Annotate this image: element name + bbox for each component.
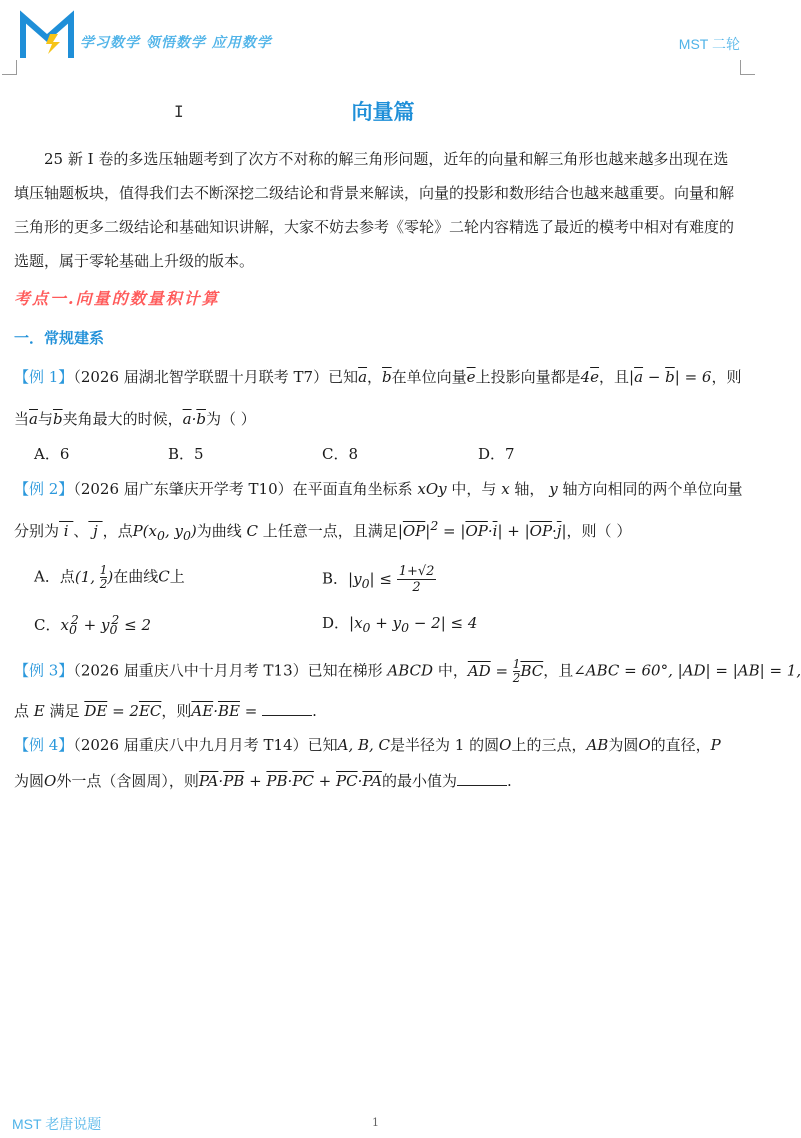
mst-logo xyxy=(20,14,74,60)
example-4-tag: 【例 4】 xyxy=(14,736,74,754)
example-1-option-c: C．8 xyxy=(322,445,359,463)
margin-corner-tl xyxy=(2,60,17,75)
example-4-line-1: 【例 4】（2026 届重庆八中九月月考 T14）已知A, B, C是半径为 1 的圆O上的三点，AB为圆O的直径，P xyxy=(14,736,721,754)
page-number: 1 xyxy=(372,1116,379,1129)
example-2-option-d: D．$|x_0 + y_0 - 2| \le 4$ xyxy=(322,614,478,635)
example-1-option-a: A．6 xyxy=(34,445,70,463)
example-2-option-a: A．点(1, $\frac{1}{2}$ )在曲线C上 xyxy=(34,563,185,591)
header-slogan: 学习数学 领悟数学 应用数学 xyxy=(80,35,272,51)
example-1-tag: 【例 1】 xyxy=(14,368,74,386)
footer-brand: MST 老唐说题 xyxy=(12,1116,102,1132)
example-2-line-1: 【例 2】（2026 届广东肇庆开学考 T10）在平面直角坐标系 xOy 中，与 x 轴， y 轴方向相同的两个单位向量 xyxy=(14,480,743,498)
section-heading: 一．常规建系 xyxy=(14,329,105,347)
example-2-option-b: B．$|y_0|$ ≤ $\frac{1+√2}{2}$ xyxy=(322,564,435,595)
answer-blank xyxy=(262,701,312,716)
example-2-line-2: 分别为 i 、 j ，点$P(x_0$, $y_0$)为曲线 C 上任意一点，且满足$|\overline{OP}|^2 = |\overline{OP}\cdot\overline{i}| + |\overline{OP}\cdot\overline{j}|$，则（ ） xyxy=(14,518,632,543)
intro-paragraph: 25 新 I 卷的多选压轴题考到了次方不对称的解三角形问题，近年的向量和解三角形也越来越多出现在选填压轴题板块，值得我们去不断深挖二级结论和背景来解读，向量的投影和数形结合也越来越重要。向量和解三角形的更多二级结论和基础知识讲解，大家不妨去参考《零轮》二轮内容精选了最近的模考中相对有难度的选题，属于零轮基础上升级的版本。 xyxy=(14,150,735,270)
example-2-option-c: C．$x_0^2 + y_0^2 \le 2$ xyxy=(34,612,152,637)
page-title: 向量篇 xyxy=(351,99,415,124)
example-4-line-2: 为圆O外一点（含圆周），则$\overline{PA}\cdot\overline{PB} + \overline{PB}\cdot\overline{PC} + \overline{PC}\cdot\overline{PA}$的最小值为 . xyxy=(14,772,512,790)
example-1-line-2: 当$\overline{a}$与$\overline{b}$夹角最大的时候，$\overline{a}\cdot\overline{b}$为（ ） xyxy=(14,410,256,428)
example-3-line-2: 点 E 满足 $\overline{DE} = 2\overline{EC}$，则$\overline{AE}\cdot\overline{BE}$ = . xyxy=(14,702,317,720)
example-1-option-b: B．5 xyxy=(168,445,204,463)
answer-blank xyxy=(457,771,507,786)
topic-heading: 考点一.向量的数量积计算 xyxy=(14,289,220,308)
example-1-line-1: 【例 1】（2026 届湖北智学联盟十月联考 T7）已知$\overline{a}$，$\overline{b}$在单位向量$\overline{e}$上投影向量都是$4\overline{e}$，且$|\overline{a} - \overline{b}| = 6$，则 xyxy=(14,368,742,386)
margin-corner-tr xyxy=(740,60,755,75)
text-cursor-icon: I xyxy=(174,102,184,121)
header-right-label: MST 二轮 xyxy=(678,36,740,52)
example-3-line-1: 【例 3】（2026 届重庆八中十月月考 T13）已知在梯形 ABCD 中，$\overline{AD}$ = $\frac{1}{2}$ $\overline{BC}$，且∠ABC = 60°, |AD| = |AB| = 1, xyxy=(14,657,801,685)
example-1-option-d: D．7 xyxy=(478,445,515,463)
example-3-tag: 【例 3】 xyxy=(14,661,74,680)
example-2-tag: 【例 2】 xyxy=(14,480,74,498)
